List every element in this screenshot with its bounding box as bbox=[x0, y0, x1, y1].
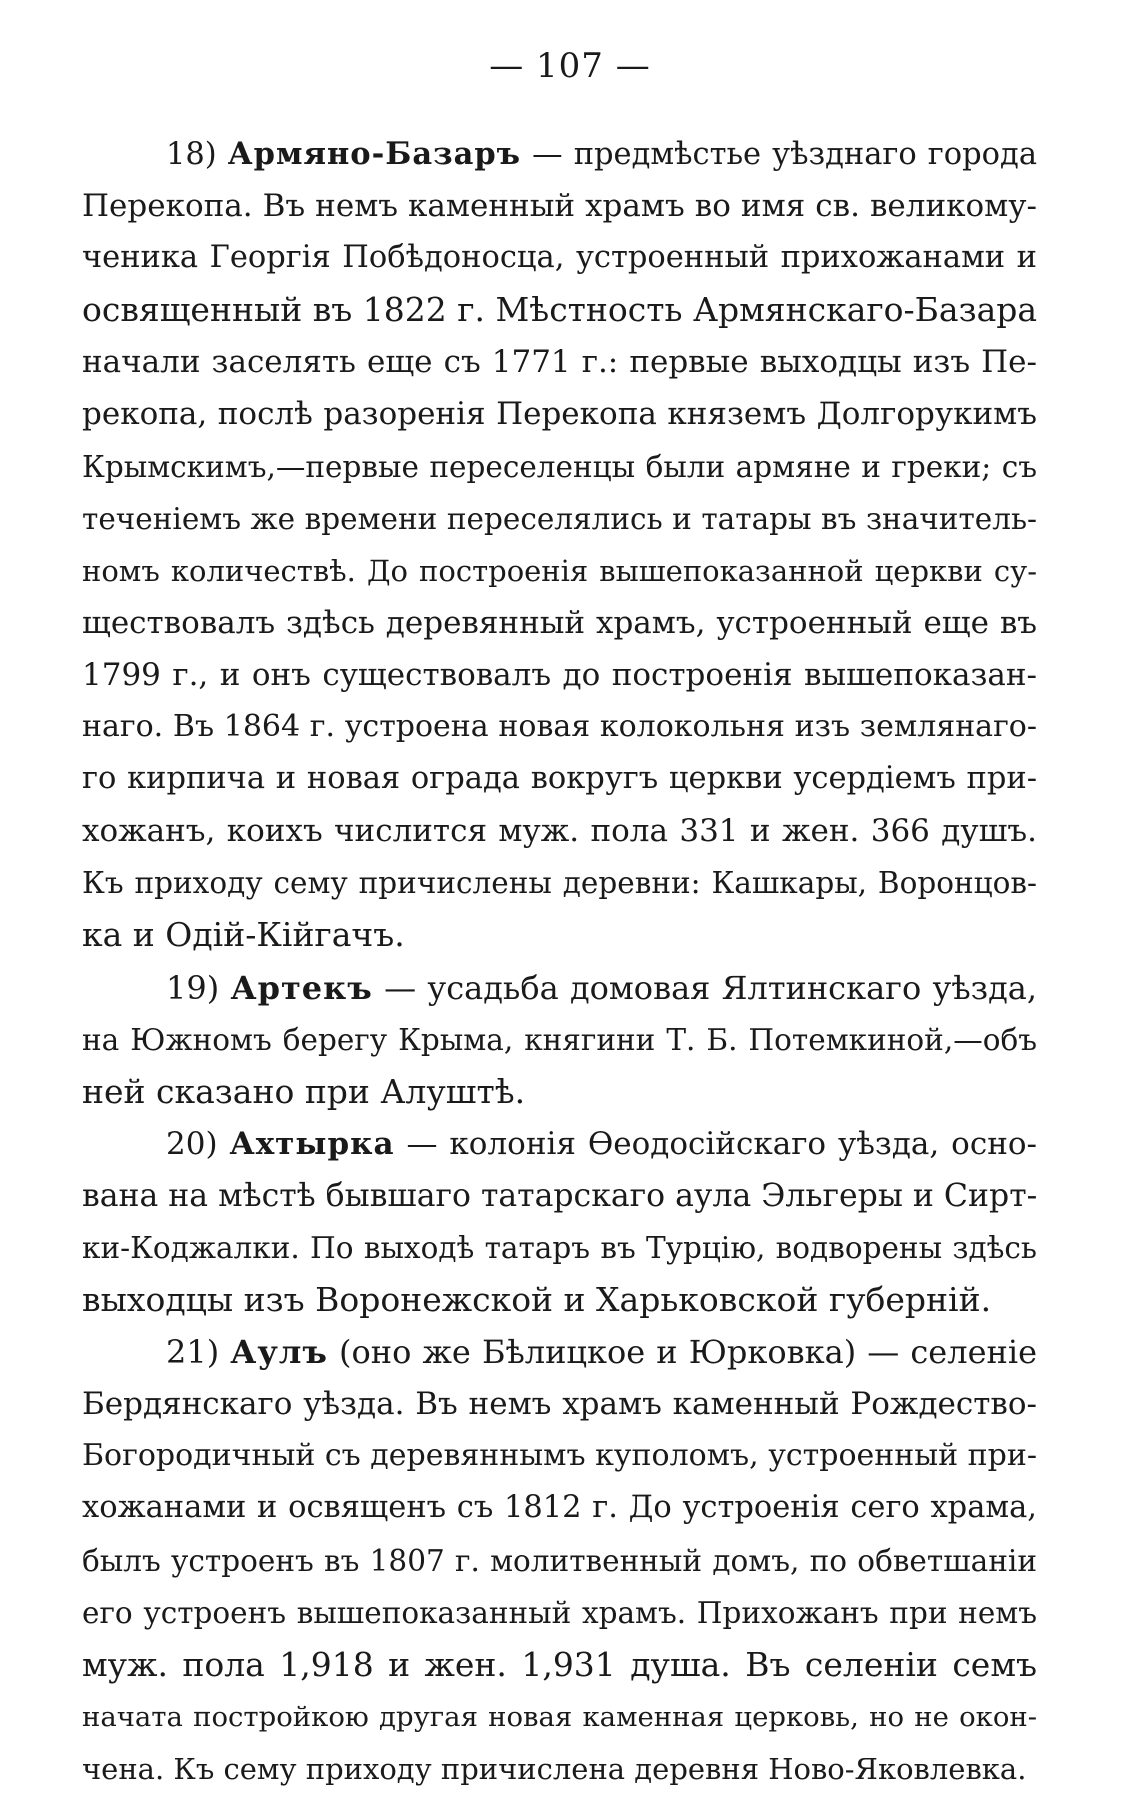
entry-term: Ахтырка bbox=[229, 1125, 395, 1162]
text-line: вана на мѣстѣ бывшаго татарскаго аула Эльгеры и Сирт- bbox=[82, 1177, 1037, 1214]
text-line: наго. Въ 1864 г. устроена новая колокольня изъ землянаго- bbox=[82, 709, 1037, 745]
text-line: выходцы изъ Воронежской и Харьковской губерній. bbox=[82, 1280, 992, 1320]
text-line: начали заселять еще съ 1771 г.: первые выходцы изъ Пе- bbox=[82, 344, 1037, 381]
text-line: Къ приходу сему причислены деревни: Кашкары, Воронцов- bbox=[82, 866, 1037, 901]
text-line: хожанами и освященъ съ 1812 г. До устроенія сего храма, bbox=[82, 1490, 1037, 1526]
entry-number: 20) bbox=[166, 1125, 218, 1162]
text-line: Бердянскаго уѣзда. Въ немъ храмъ каменный Рождество- bbox=[82, 1386, 1037, 1423]
text-line: былъ устроенъ въ 1807 г. молитвенный домъ, по обветшаніи bbox=[82, 1543, 1037, 1578]
entry-term: Аулъ bbox=[230, 1333, 328, 1372]
entry-heading-rest: — предмѣстье уѣзднаго города bbox=[532, 137, 1037, 172]
text-line: Перекопа. Въ немъ каменный храмъ во имя св. великому- bbox=[82, 188, 1037, 225]
page-number: — 107 — bbox=[489, 46, 651, 86]
entry-heading-line bbox=[82, 962, 1037, 1014]
text-line: ней сказано при Алуштѣ. bbox=[82, 1071, 526, 1111]
text-line: Богородичный съ деревяннымъ куполомъ, устроенный при- bbox=[82, 1438, 1037, 1474]
text-line: го кирпича и новая ограда вокругъ церкви усердіемъ при- bbox=[82, 761, 1037, 797]
entry-number: 21) bbox=[166, 1333, 220, 1372]
entry-paragraph-18 bbox=[82, 128, 1037, 962]
text-line: 1799 г., и онъ существовалъ до построенія вышепоказан- bbox=[82, 656, 1037, 693]
entry-heading-line bbox=[82, 1326, 1037, 1378]
entry-heading-rest: (оно же Бѣлицкое и Юрковка) — селеніе bbox=[339, 1333, 1037, 1372]
text-line: ки-Коджалки. По выходѣ татаръ въ Турцію, водворены здѣсь bbox=[82, 1230, 1037, 1265]
text-line: начата постройкою другая новая каменная церковь, но не окон- bbox=[82, 1700, 1037, 1733]
text-line: номъ количествѣ. До построенія вышепоказанной церкви су- bbox=[82, 553, 1037, 588]
entry-paragraph-20 bbox=[82, 1118, 1037, 1326]
entry-term: Артекъ bbox=[230, 968, 373, 1007]
text-line: Крымскимъ,—первые переселенцы были армяне и греки; съ bbox=[82, 449, 1037, 484]
entry-heading-line bbox=[82, 1118, 1037, 1170]
entry-paragraph-19 bbox=[82, 962, 1037, 1118]
entry-paragraph-21 bbox=[82, 1326, 1037, 1795]
entry-number: 19) bbox=[166, 968, 220, 1007]
text-line: его устроенъ вышепоказанный храмъ. Прихожанъ при немъ bbox=[82, 1595, 1037, 1630]
entry-heading-line bbox=[82, 128, 1037, 180]
text-line: рекопа, послѣ разоренія Перекопа княземъ Долгорукимъ bbox=[82, 396, 1037, 433]
text-line: на Южномъ берегу Крыма, княгини Т. Б. Потемкиной,—объ bbox=[82, 1022, 1037, 1057]
text-line: муж. пола 1,918 и жен. 1,931 душа. Въ селеніи семъ bbox=[82, 1644, 1037, 1684]
text-line: теченіемъ же времени переселялись и татары въ значитель- bbox=[82, 501, 1037, 536]
entry-heading-rest: — колонія Ѳеодосійскаго уѣзда, осно- bbox=[406, 1125, 1037, 1162]
text-line: ка и Одій-Кійгачъ. bbox=[82, 915, 405, 955]
entry-heading-rest: — усадьба домовая Ялтинскаго уѣзда, bbox=[384, 968, 1037, 1007]
entry-number: 18) bbox=[166, 137, 217, 172]
text-line: ществовалъ здѣсь деревянный храмъ, устроенный еще въ bbox=[82, 604, 1037, 641]
text-line: чена. Къ сему приходу причислена деревня Ново-Яковлевка. bbox=[82, 1751, 1027, 1786]
text-body bbox=[82, 128, 1037, 1795]
text-line: ченика Георгія Побѣдоносца, устроенный прихожанами и bbox=[82, 240, 1037, 276]
entry-term: Армяно-Базаръ bbox=[227, 136, 522, 172]
text-line: хожанъ, коихъ числится муж. пола 331 и жен. 366 душъ. bbox=[82, 813, 1037, 850]
text-line: освященный въ 1822 г. Мѣстность Армянскаго-Базара bbox=[82, 290, 1037, 330]
